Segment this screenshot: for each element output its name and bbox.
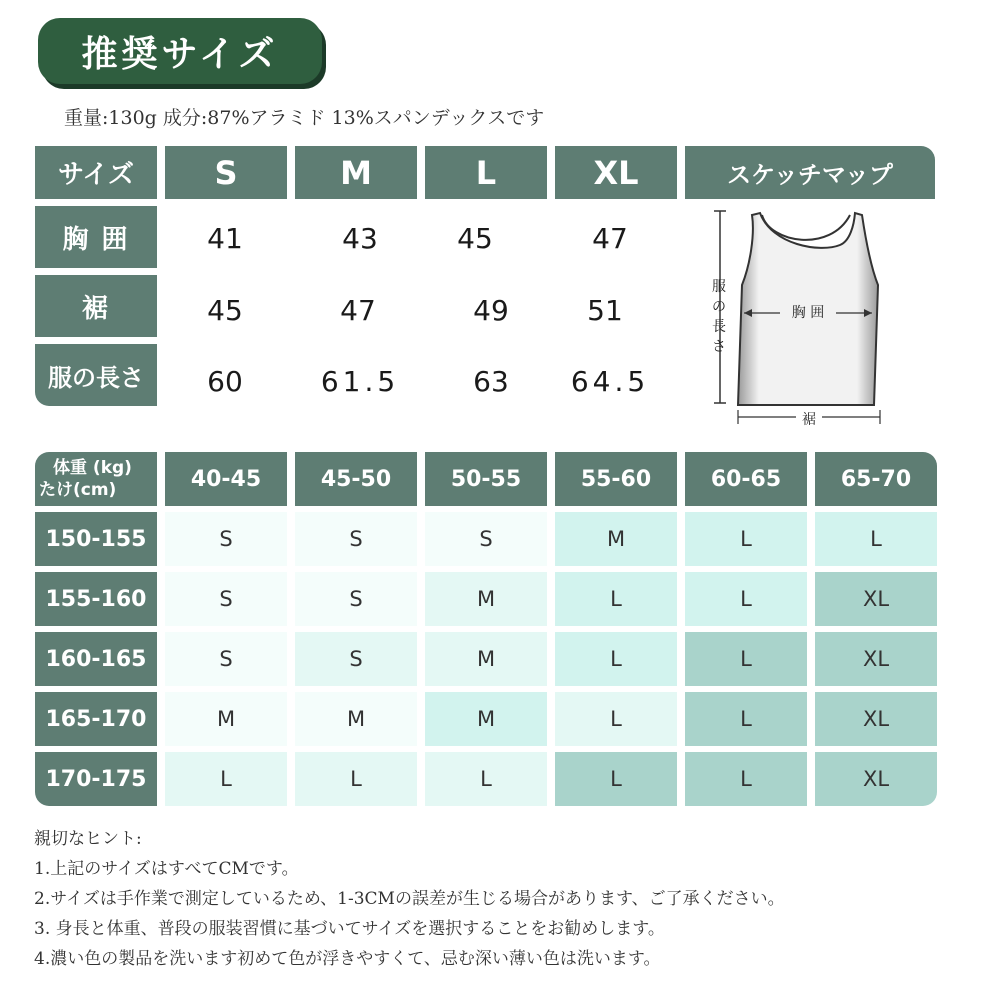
weight-header-1: 40-45 bbox=[165, 452, 287, 506]
tip-4: 4.濃い色の製品を洗います初めて色が浮きやすくて、忌む深い薄い色は洗います。 bbox=[34, 949, 661, 969]
chest-s: 41 bbox=[207, 221, 243, 255]
row-label-length: 服の長さ bbox=[35, 344, 157, 406]
rec-cell: L bbox=[295, 752, 417, 806]
rec-cell: M bbox=[555, 512, 677, 566]
rec-cell: S bbox=[295, 632, 417, 686]
page-title: 推奨サイズ bbox=[38, 18, 322, 84]
hem-l: 49 bbox=[473, 293, 509, 327]
rec-cell: L bbox=[815, 512, 937, 566]
rec-cell: L bbox=[685, 752, 807, 806]
rec-cell: S bbox=[165, 512, 287, 566]
tips-section bbox=[34, 824, 785, 974]
height-label-2: 155-160 bbox=[35, 572, 157, 626]
rec-cell: S bbox=[425, 512, 547, 566]
rec-cell: S bbox=[165, 572, 287, 626]
rec-cell: XL bbox=[815, 572, 937, 626]
rec-cell: L bbox=[685, 632, 807, 686]
rec-cell: XL bbox=[815, 752, 937, 806]
length-xl: 64.5 bbox=[570, 364, 650, 398]
length-l: 63 bbox=[473, 364, 509, 398]
tip-2: 2.サイズは手作業で測定しているため、1-3CMの誤差が生じる場合があります、ご了承ください。 bbox=[34, 889, 785, 909]
rec-cell: M bbox=[425, 572, 547, 626]
size-header-s: S bbox=[165, 146, 287, 199]
length-label-1: 服 bbox=[712, 279, 726, 295]
rec-corner-weight: 体重 (kg) bbox=[53, 458, 132, 478]
tips-heading: 親切なヒント: bbox=[34, 829, 142, 849]
weight-header-6: 65-70 bbox=[815, 452, 937, 506]
height-label-3: 160-165 bbox=[35, 632, 157, 686]
length-s: 60 bbox=[207, 364, 243, 398]
tank-top-sketch bbox=[700, 205, 930, 435]
hem-s: 45 bbox=[207, 293, 243, 327]
weight-header-3: 50-55 bbox=[425, 452, 547, 506]
rec-corner-header bbox=[35, 452, 157, 506]
length-label-3: 長 bbox=[712, 319, 726, 335]
material-info: 重量:130g 成分:87%アラミド 13%スパンデックスです bbox=[64, 107, 545, 129]
hem-label: 裾 bbox=[802, 412, 816, 428]
rec-cell: M bbox=[295, 692, 417, 746]
size-header-xl: XL bbox=[555, 146, 677, 199]
height-label-5: 170-175 bbox=[35, 752, 157, 806]
chest-xl: 47 bbox=[592, 221, 628, 255]
rec-cell: S bbox=[295, 572, 417, 626]
rec-cell: L bbox=[685, 692, 807, 746]
rec-cell: S bbox=[165, 632, 287, 686]
row-label-hem: 裾 bbox=[35, 275, 157, 337]
weight-header-4: 55-60 bbox=[555, 452, 677, 506]
rec-corner-height: たけ(cm) bbox=[39, 480, 117, 500]
weight-header-5: 60-65 bbox=[685, 452, 807, 506]
rec-cell: L bbox=[555, 632, 677, 686]
rec-cell: XL bbox=[815, 692, 937, 746]
rec-cell: L bbox=[685, 512, 807, 566]
chest-l: 45 bbox=[457, 221, 493, 255]
rec-cell: M bbox=[165, 692, 287, 746]
rec-cell: L bbox=[555, 572, 677, 626]
rec-cell: L bbox=[425, 752, 547, 806]
size-header-l: L bbox=[425, 146, 547, 199]
rec-cell: L bbox=[555, 692, 677, 746]
chest-m: 43 bbox=[342, 221, 378, 255]
size-corner-header: サイズ bbox=[35, 146, 157, 199]
weight-header-2: 45-50 bbox=[295, 452, 417, 506]
hem-xl: 51 bbox=[587, 293, 623, 327]
rec-cell: M bbox=[425, 632, 547, 686]
height-label-1: 150-155 bbox=[35, 512, 157, 566]
rec-cell: S bbox=[295, 512, 417, 566]
length-label-2: の bbox=[712, 299, 726, 315]
rec-cell: L bbox=[165, 752, 287, 806]
sketch-header: スケッチマップ bbox=[685, 146, 935, 199]
size-header-m: M bbox=[295, 146, 417, 199]
rec-cell: L bbox=[555, 752, 677, 806]
rec-cell: XL bbox=[815, 632, 937, 686]
chest-label: 胸 囲 bbox=[791, 305, 825, 321]
length-m: 61.5 bbox=[320, 364, 400, 398]
rec-cell: M bbox=[425, 692, 547, 746]
row-label-chest: 胸 囲 bbox=[35, 206, 157, 268]
tip-1: 1.上記のサイズはすべてCMです。 bbox=[34, 859, 299, 879]
length-label-4: さ bbox=[712, 339, 726, 355]
height-label-4: 165-170 bbox=[35, 692, 157, 746]
hem-m: 47 bbox=[340, 293, 376, 327]
rec-cell: L bbox=[685, 572, 807, 626]
tip-3: 3. 身長と体重、普段の服装習慣に基づいてサイズを選択することをお勧めします。 bbox=[34, 919, 665, 939]
